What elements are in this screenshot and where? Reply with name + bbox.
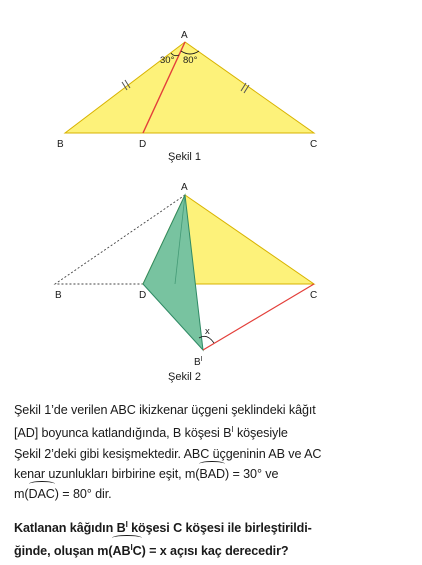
problem-text xyxy=(14,400,414,562)
problem-line-2-b: köşesiyle xyxy=(233,426,288,441)
vertex-label-b-2: B xyxy=(55,290,62,301)
figure-2 xyxy=(55,182,317,383)
angle-bad-notation: BAD xyxy=(199,464,225,484)
question-line-2-b: ) = x açısı kaç derecedir? xyxy=(141,544,289,559)
angle-label-dac: 80° xyxy=(183,55,198,66)
vertex-label-a: A xyxy=(181,30,188,41)
segment-b-prime-c xyxy=(203,284,314,350)
problem-line-4 xyxy=(14,464,414,484)
angle-label-x: x xyxy=(205,326,210,337)
caption-figure-2: Şekil 2 xyxy=(168,371,202,383)
problem-line-3: Şekil 2’deki gibi kesişmektedir. ABC üçgeninin AB ve AC xyxy=(14,446,322,461)
angle-x-notation-ab: AB xyxy=(112,544,131,559)
vertex-label-c: C xyxy=(310,139,318,150)
angle-x-notation xyxy=(112,538,141,561)
caption-figure-1: Şekil 1 xyxy=(168,151,202,163)
question-line-1-sup: I xyxy=(125,519,128,529)
figure-1 xyxy=(57,30,317,163)
problem-line-2-sup: I xyxy=(231,425,234,435)
vertex-label-a-2: A xyxy=(181,182,188,193)
question-line-2 xyxy=(14,538,414,561)
problem-line-5-b: ) = 80° dir. xyxy=(54,487,112,502)
problem-line-2-a: [AD] boyunca katlandığında, B köşesi B xyxy=(14,426,232,441)
angle-label-bad: 30° xyxy=(160,55,175,66)
question-line-1-b: köşesi C köşesi ile birleştirildi- xyxy=(127,520,312,535)
problem-line-5-a: m( xyxy=(14,487,29,502)
problem-line-1: Şekil 1’de verilen ABC ikizkenar üçgeni şeklindeki kâğıt xyxy=(14,403,316,417)
problem-line-4-b: ) = 30° ve xyxy=(225,467,279,482)
question-line-1 xyxy=(14,515,414,538)
problem-line-5 xyxy=(14,484,414,504)
vertex-label-b-prime-letter: B xyxy=(194,357,201,368)
question-line-1-a: Katlanan kâğıdın B xyxy=(14,520,126,535)
angle-dac-notation: DAC xyxy=(29,484,55,504)
angle-x-notation-sup: I xyxy=(130,543,133,553)
vertex-label-d-2: D xyxy=(139,290,147,301)
problem-line-4-a: kenar uzunlukları birbirine eşit, m( xyxy=(14,467,200,482)
question-line-2-a: ğinde, oluşan m( xyxy=(14,544,113,559)
problem-line-2 xyxy=(14,420,414,443)
vertex-label-b: B xyxy=(57,139,64,150)
vertex-label-d: D xyxy=(139,139,147,150)
vertex-label-b-prime-mark: I xyxy=(200,356,203,363)
vertex-label-b-prime xyxy=(194,356,203,368)
angle-x-notation-c: C xyxy=(132,544,142,559)
vertex-label-c-2: C xyxy=(310,290,318,301)
